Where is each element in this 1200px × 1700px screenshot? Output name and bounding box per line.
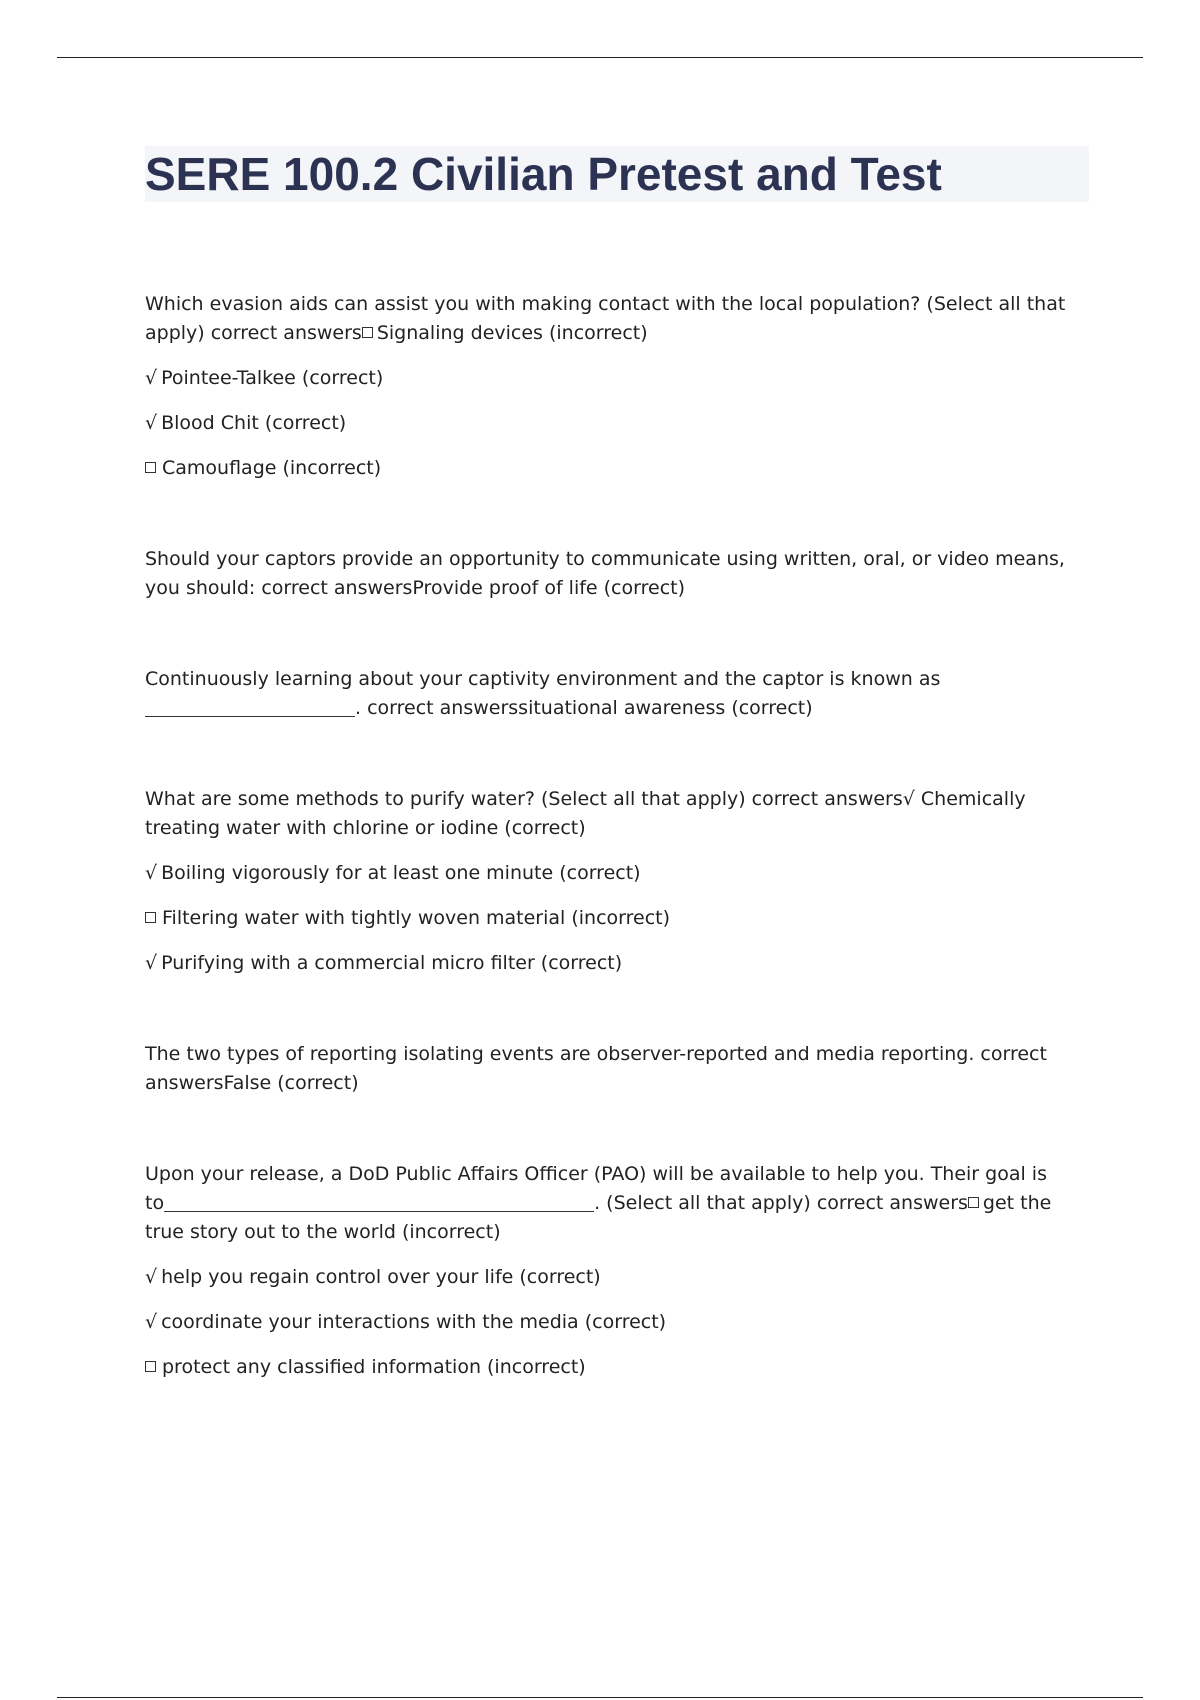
checkmark-icon: √ [145, 1311, 158, 1333]
question-block [145, 665, 1085, 723]
question-block [145, 290, 1085, 483]
answer-option: √ coordinate your interactions with the media (correct) [145, 1311, 667, 1333]
question-block [145, 545, 1085, 603]
question-text: Should your captors provide an opportunity to communicate using written, oral, or video means, you should: correct answersProvide proof of life (correct) [145, 548, 1065, 599]
checkmark-icon: √ [145, 952, 158, 974]
question-text: What are some methods to purify water? (Select all that apply) correct answers√ Chemically treating water with chlorine or iodine (correct) [145, 788, 1026, 839]
checkbox-icon [968, 1197, 979, 1208]
question-text: Which evasion aids can assist you with making contact with the local population? (Select all that apply) correct answers Signaling devices (incorrect) [145, 293, 1066, 344]
question-text: Upon your release, a DoD Public Affairs Officer (PAO) will be available to help you. Their goal is to . (Select all that apply) correct answers get the true story out to the world (incorrect) [145, 1163, 1052, 1243]
question-text: The two types of reporting isolating events are observer-reported and media reporting. correct answersFalse (correct) [145, 1043, 1047, 1094]
bottom-rule [57, 1697, 1143, 1698]
answer-option: Filtering water with tightly woven material (incorrect) [145, 904, 1085, 933]
document-title: SERE 100.2 Civilian Pretest and Test [145, 148, 942, 200]
answer-option: Camouflage (incorrect) [145, 454, 1085, 483]
answer-blank [145, 696, 355, 717]
answer-option: protect any classified information (incorrect) [145, 1353, 1085, 1382]
checkmark-icon: √ [145, 1266, 158, 1288]
question-block [145, 785, 1085, 978]
answer-option: √ help you regain control over your life (correct) [145, 1266, 601, 1288]
answer-option: √ Blood Chit (correct) [145, 412, 347, 434]
checkbox-icon [145, 462, 156, 473]
answer-blank [164, 1191, 594, 1212]
top-rule [57, 57, 1143, 58]
question-text: Continuously learning about your captivity environment and the captor is known as . correct answerssituational awareness (correct) [145, 668, 941, 719]
checkbox-icon [145, 912, 156, 923]
question-block [145, 1160, 1085, 1382]
answer-option: √ Purifying with a commercial micro filter (correct) [145, 952, 623, 974]
answer-option: √ Pointee-Talkee (correct) [145, 367, 384, 389]
checkmark-icon: √ [145, 367, 158, 389]
answer-option: √ Boiling vigorously for at least one minute (correct) [145, 862, 641, 884]
checkmark-icon: √ [145, 862, 158, 884]
checkbox-icon [145, 1361, 156, 1372]
document-body [145, 290, 1085, 1444]
checkmark-icon: √ [145, 412, 158, 434]
checkbox-icon [362, 327, 373, 338]
question-block [145, 1040, 1085, 1098]
